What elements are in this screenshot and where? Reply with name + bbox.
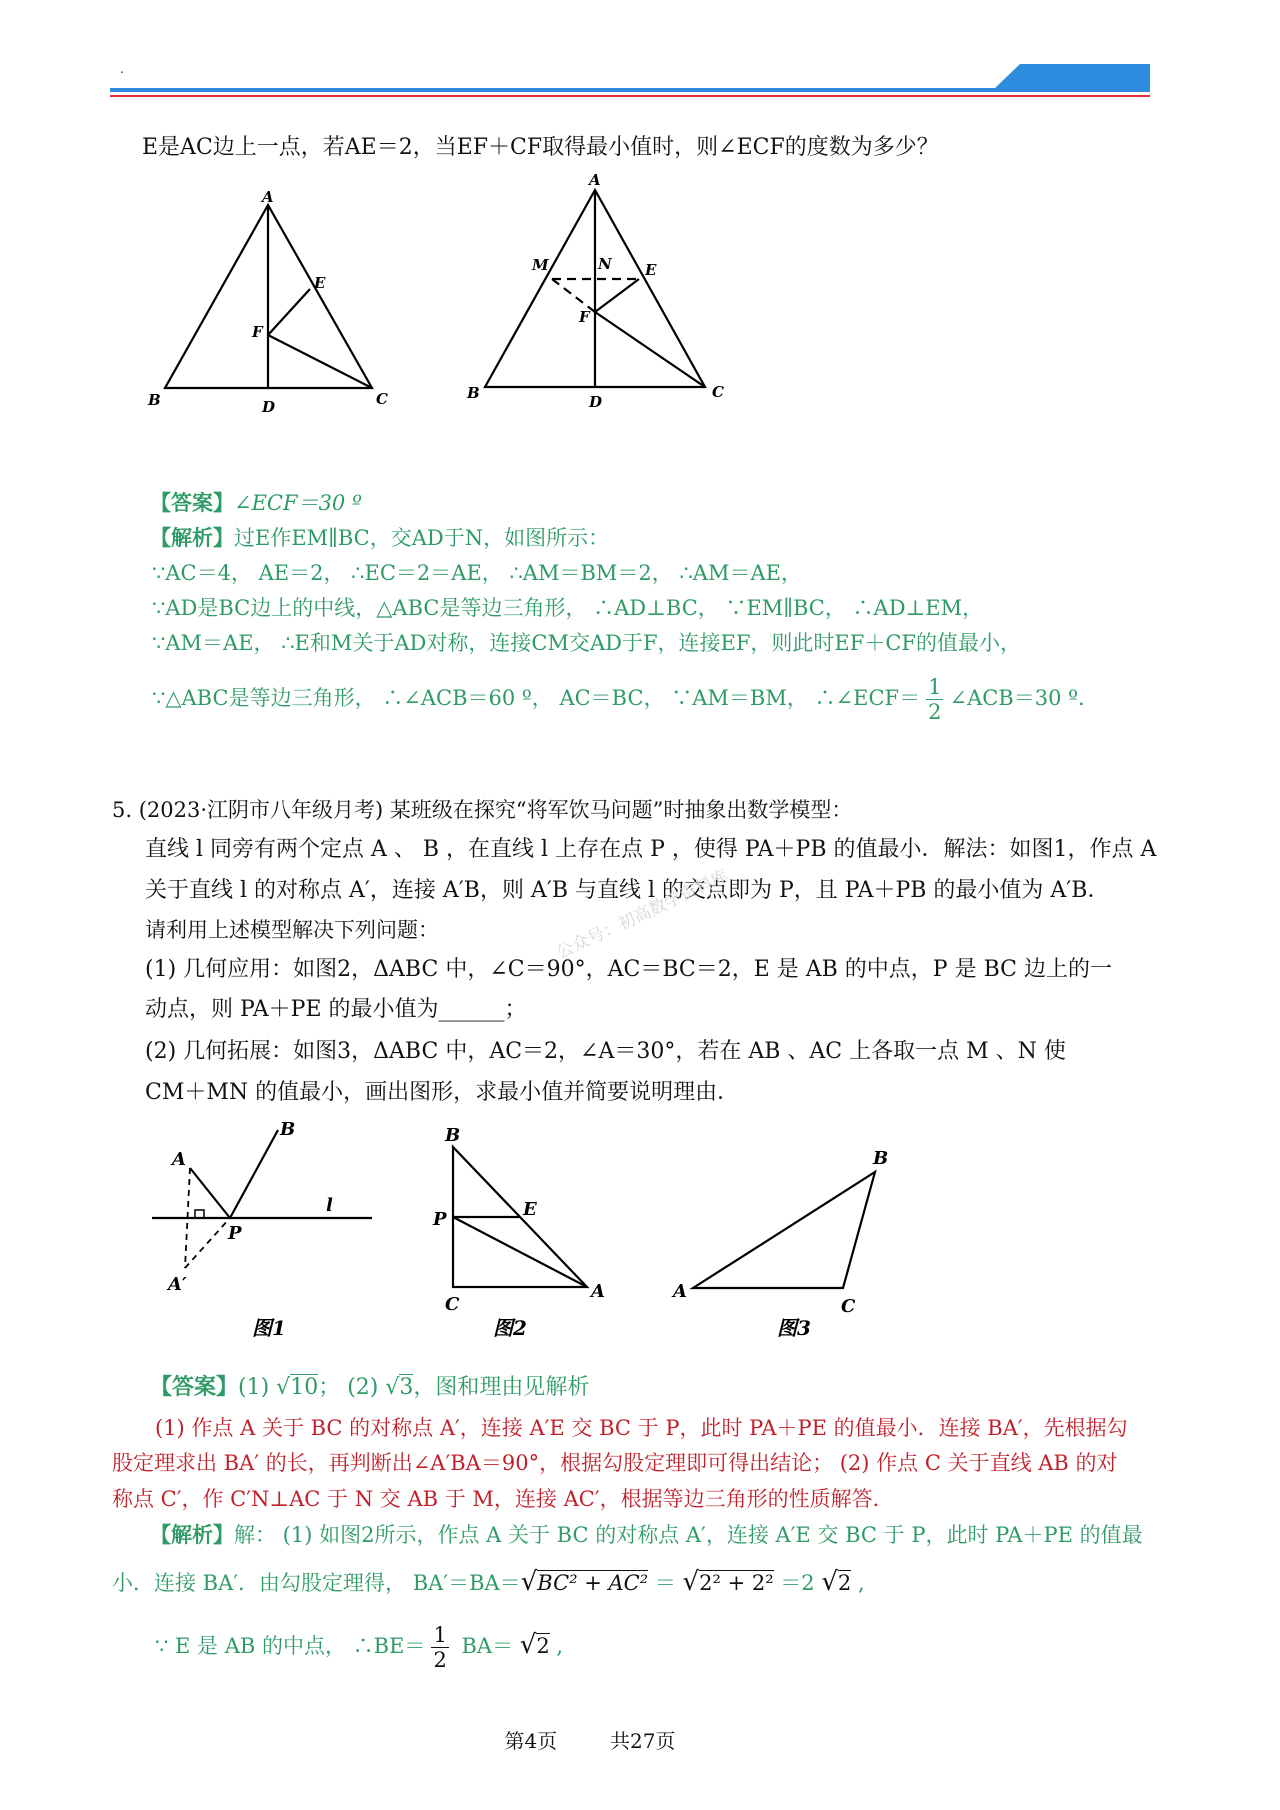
fig-1-label-A: A <box>172 1149 186 1170</box>
q5-frac-den: 2 <box>433 1648 447 1672</box>
q5-paragraph-3: 请利用上述模型解决下列问题： <box>145 918 439 942</box>
header-bar <box>0 50 1280 110</box>
q4-stem: E是AC边上一点，若AE＝2，当EF＋CF取得最小值时，则∠ECF的度数为多少？ <box>142 135 939 160</box>
fig2-label-N: N <box>598 255 612 273</box>
sqrt-icon: √ <box>520 1567 538 1597</box>
fig-1-label-P: P <box>228 1223 242 1244</box>
q5-last-root: 2 <box>536 1634 550 1658</box>
fig-3-caption: 图3 <box>777 1316 811 1340</box>
q5-figure-1 <box>140 1115 390 1355</box>
fig-3-label-C: C <box>841 1296 856 1317</box>
fig-1-caption: 图1 <box>252 1316 286 1340</box>
fig-3-label-B: B <box>873 1148 889 1169</box>
fig2-label-E: E <box>645 261 657 279</box>
q4-figure-2 <box>455 170 745 415</box>
fig1-label-E: E <box>314 274 326 292</box>
q4-fraction <box>926 675 943 724</box>
q5-analysis-tag: 【解析】 <box>150 1522 234 1547</box>
fig-1-label-A-prime: A′ <box>168 1274 187 1295</box>
fig2-label-F: F <box>579 308 590 326</box>
fig2-label-A: A <box>589 171 601 189</box>
q5-frac-num: 1 <box>433 1623 447 1647</box>
q5-answer-tail: ，图和理由见解析 <box>413 1375 590 1400</box>
q5-last-end: , <box>549 1634 564 1658</box>
q5-answer-p1: (1) <box>238 1375 277 1400</box>
q4-analysis-line-5 <box>152 668 1085 728</box>
q5-analysis-line-1 <box>150 1520 1143 1550</box>
fig1-label-F: F <box>252 323 263 341</box>
q5-analysis-root-2: 2² + 2² <box>699 1571 774 1595</box>
q5-hint-line-1: (1) 作点 A 关于 BC 的对称点 A′，连接 A′E 交 BC 于 P，此时 PA＋PE 的值最小．连接 BA′，先根据勾 <box>155 1416 1128 1440</box>
q5-figure-3 <box>665 1140 910 1355</box>
q5-last-mid: BA＝ <box>454 1634 520 1658</box>
fig1-label-C: C <box>376 390 388 408</box>
q4-last-post: ∠ACB＝30 º. <box>949 686 1085 710</box>
fig2-label-D: D <box>589 393 603 411</box>
q5-part-2-line-2: CM＋MN 的值最小，画出图形，求最小值并简要说明理由． <box>145 1080 740 1105</box>
fig2-label-C: C <box>712 383 724 401</box>
fig-2-label-B: B <box>445 1125 461 1146</box>
q5-last-pre: ∵ E 是 AB 的中点， ∴BE＝ <box>155 1634 426 1658</box>
q5-analysis-line-2 <box>112 1567 865 1598</box>
q4-analysis-line-4: ∵AM＝AE， ∴E和M关于AD对称，连接CM交AD于F，连接EF，则此时EF＋CF的值最小， <box>152 631 1021 655</box>
q5-analysis-line-3 <box>155 1615 563 1676</box>
q4-figure-1 <box>140 190 400 420</box>
sqrt-icon: √ <box>519 1630 537 1660</box>
page-number: 第4页 <box>504 1729 558 1753</box>
page-total: 共27页 <box>610 1729 676 1753</box>
q5-analysis-end: , <box>851 1571 865 1595</box>
q5-answer-line <box>150 1372 589 1403</box>
fig1-label-A: A <box>262 190 274 206</box>
q4-answer-tag: 【答案】 <box>150 490 234 515</box>
q5-analysis-text-1: 解： (1) 如图2所示，作点 A 关于 BC 的对称点 A′，连接 A′E 交 BC 于 P，此时 PA＋PE 的值最 <box>234 1523 1143 1547</box>
q5-figure-2 <box>425 1125 640 1355</box>
q5-title: 5. (2023·江阴市八年级月考) 某班级在探究“将军饮马问题”时抽象出数学模型： <box>112 798 853 822</box>
fig1-label-B: B <box>148 391 161 409</box>
q5-answer-mid: ； (2) <box>318 1375 386 1400</box>
q4-analysis-text-1: 过E作EM∥BC，交AD于N，如图所示： <box>234 526 610 550</box>
watermark: 公众号：初高数学资料库 <box>553 866 732 964</box>
q4-analysis-tag: 【解析】 <box>150 525 234 550</box>
fig-2-label-E: E <box>523 1199 537 1220</box>
q5-part-2-line-1: (2) 几何拓展：如图3，ΔABC 中，AC＝2，∠A＝30°，若在 AB 、AC 上各取一点 M 、N 使 <box>145 1039 1066 1064</box>
q5-analysis-l2-pre: 小．连接 BA′．由勾股定理得， BA′＝BA＝ <box>112 1571 521 1595</box>
q4-analysis-line-3: ∵AD是BC边上的中线，△ABC是等边三角形， ∴AD⊥BC， ∵EM∥BC， ∴AD⊥EM， <box>152 596 984 620</box>
fig1-label-D: D <box>262 398 276 416</box>
q5-paragraph-1: 直线 l 同旁有两个定点 A 、 B ，在直线 l 上存在点 P ，使得 PA＋PB 的值最小．解法：如图1，作点 A <box>145 837 1157 862</box>
q4-frac-num: 1 <box>928 675 942 699</box>
fig-1-label-l: l <box>326 1195 333 1216</box>
page-footer <box>0 1725 1180 1754</box>
q5-paragraph-2: 关于直线 l 的对称点 A′，连接 A′B，则 A′B 与直线 l 的交点即为 P，且 PA＋PB 的最小值为 A′B． <box>145 878 1110 903</box>
fig-2-label-C: C <box>445 1294 460 1315</box>
q5-answer-tag: 【答案】 <box>150 1374 239 1400</box>
sqrt-icon: √ <box>821 1567 838 1597</box>
q5-answer-root-2: 3 <box>399 1375 414 1400</box>
sqrt-icon: √ <box>682 1567 700 1597</box>
q5-analysis-root-1: BC² + AC² <box>537 1571 649 1595</box>
q5-analysis-eq: ＝ <box>648 1571 683 1595</box>
sqrt-icon: √ <box>276 1375 291 1400</box>
q4-answer-line <box>150 488 362 518</box>
q5-analysis-root-3: 2 <box>837 1571 852 1595</box>
q5-part-1-line-1: (1) 几何应用：如图2，ΔABC 中，∠C＝90°，AC＝BC＝2，E 是 AB 的中点，P 是 BC 边上的一 <box>145 957 1113 982</box>
q4-answer-text: ∠ECF＝30 º <box>234 491 362 515</box>
fig-2-label-P: P <box>433 1209 447 1230</box>
fig-2-label-A: A <box>591 1281 605 1302</box>
q4-analysis-line-1 <box>150 523 609 553</box>
q5-answer-root-1: 10 <box>290 1375 319 1400</box>
fig2-label-M: M <box>532 256 549 274</box>
q5-hint-line-2: 股定理求出 BA′ 的长，再判断出∠A′BA＝90°，根据勾股定理即可得出结论； (2) 作点 C 关于直线 AB 的对 <box>112 1451 1118 1475</box>
q5-hint-line-3: 称点 C′，作 C′N⊥AC 于 N 交 AB 于 M，连接 AC′，根据等边三角形的性质解答． <box>112 1487 894 1511</box>
q4-analysis-line-2: ∵AC＝4， AE＝2， ∴EC＝2＝AE， ∴AM＝BM＝2， ∴AM＝AE， <box>152 561 802 585</box>
fig-1-label-B: B <box>280 1119 296 1140</box>
q4-frac-den: 2 <box>928 700 942 724</box>
fig2-label-B: B <box>467 384 480 402</box>
q5-analysis-eq2: ＝2 <box>773 1571 822 1595</box>
q4-last-pre: ∵△ABC是等边三角形， ∴∠ACB＝60 º， AC＝BC， ∵AM＝BM， ∴∠ECF＝ <box>152 686 921 710</box>
header-dot: . <box>120 62 124 76</box>
q5-fraction <box>431 1623 448 1672</box>
q5-part-1-line-2: 动点，则 PA＋PE 的最小值为______； <box>145 997 527 1022</box>
fig-3-label-A: A <box>673 1281 687 1302</box>
fig-2-caption: 图2 <box>493 1316 527 1340</box>
sqrt-icon: √ <box>385 1375 400 1400</box>
